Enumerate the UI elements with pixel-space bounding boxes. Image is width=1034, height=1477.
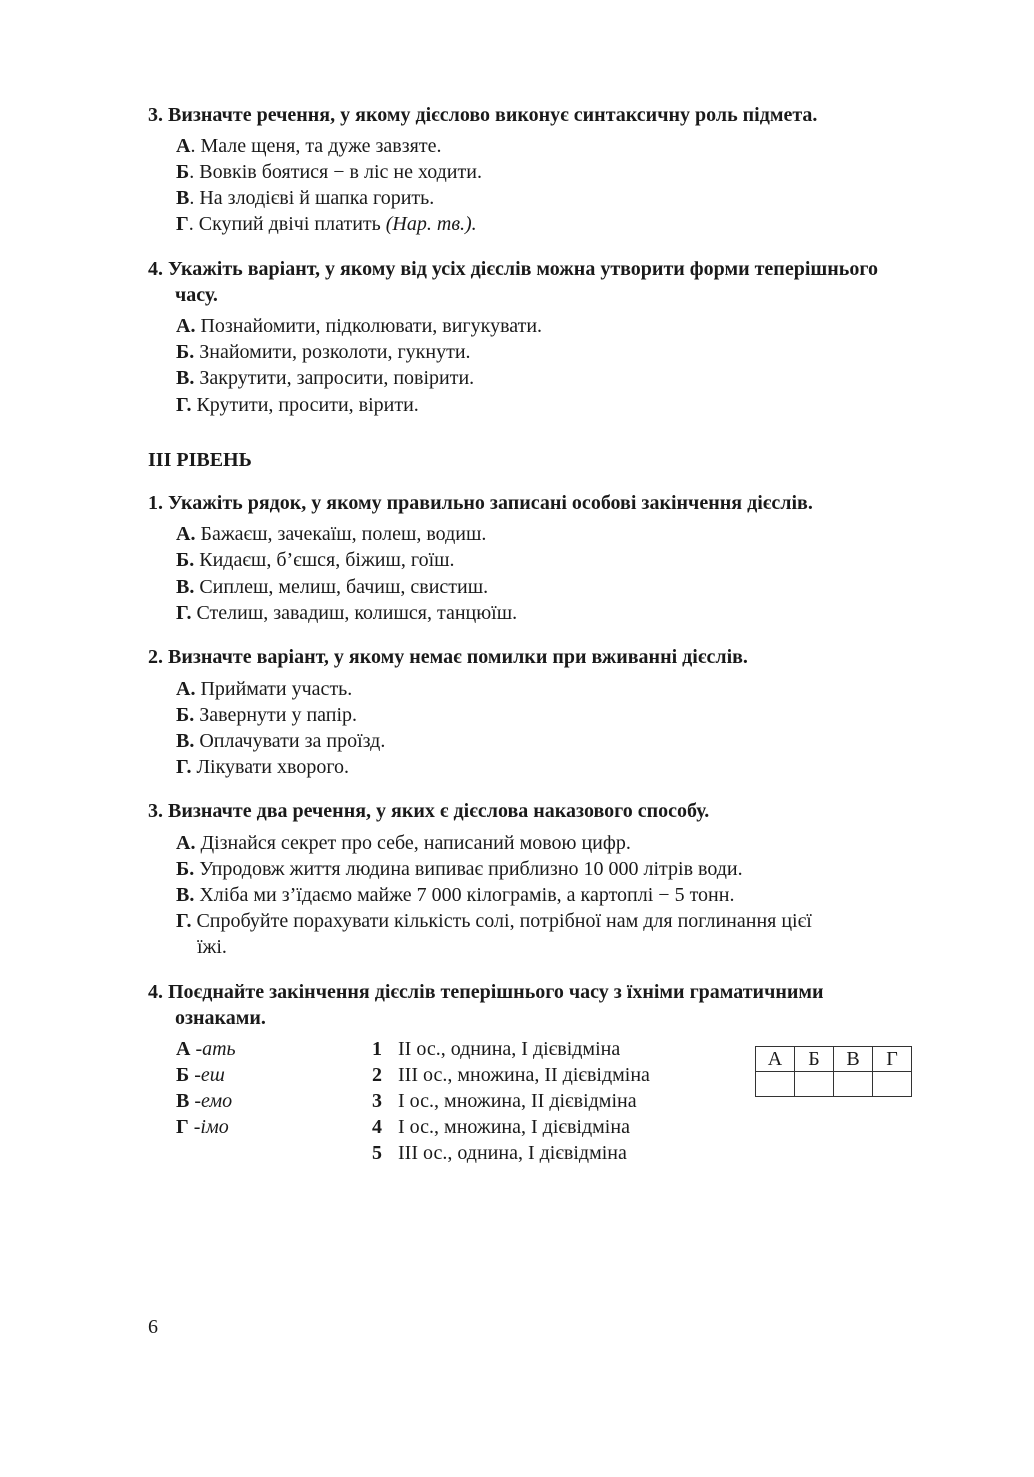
match-ending: А -ать (176, 1038, 236, 1060)
answer-option: А. Познайомити, підколювати, вигукувати. (176, 315, 543, 337)
answer-option: Г. Крутити, просити, вірити. (176, 394, 419, 416)
page-number: 6 (148, 1316, 158, 1338)
match-ending: Г -імо (176, 1116, 229, 1138)
match-ending: В -емо (176, 1090, 233, 1112)
answer-cell[interactable] (873, 1072, 912, 1097)
match-feature: 5 III ос., однина, І дієвідміна (372, 1142, 627, 1164)
match-feature: 2 III ос., множина, II дієвідміна (372, 1064, 650, 1086)
answer-option: В. Хліба ми з’їдаємо майже 7 000 кілограмів, а картоплі − 5 тонн. (176, 884, 735, 906)
section-heading: ІІІ РІВЕНЬ (148, 449, 252, 471)
match-feature: 4 I ос., множина, І дієвідміна (372, 1116, 630, 1138)
question-text: 4. Поєднайте закінчення дієслів теперішнього часу з їхніми граматичними ознаками. (148, 981, 824, 1029)
answer-grid-header: Б (795, 1047, 834, 1072)
answer-grid (755, 1046, 912, 1097)
answer-option: Б. Вовків боятися − в ліс не ходити. (176, 161, 482, 183)
answer-option: А. Дізнайся секрет про себе, написаний мовою цифр. (176, 832, 631, 854)
answer-grid-header: В (834, 1047, 873, 1072)
answer-option: В. Закрутити, запросити, повірити. (176, 367, 475, 389)
question-text: 1. Укажіть рядок, у якому правильно записані особові закінчення дієслів. (148, 492, 813, 514)
match-ending: Б -еш (176, 1064, 225, 1086)
answer-option: Б. Упродовж життя людина випиває приблизно 10 000 літрів води. (176, 858, 743, 880)
answer-option: В. Оплачувати за проїзд. (176, 730, 386, 752)
match-feature: 1 II ос., однина, І дієвідміна (372, 1038, 621, 1060)
match-feature: 3 I ос., множина, II дієвідміна (372, 1090, 637, 1112)
answer-option: Г. Спробуйте порахувати кількість солі, потрібної нам для поглинання цієї їжі. (176, 910, 812, 958)
answer-option: Г. Стелиш, завадиш, колишся, танцюїш. (176, 602, 518, 624)
answer-grid-header: Г (873, 1047, 912, 1072)
answer-option: А. Приймати участь. (176, 678, 353, 700)
answer-cell[interactable] (756, 1072, 795, 1097)
question-text: 2. Визначте варіант, у якому немає помилки при вживанні дієслів. (148, 646, 748, 668)
question-text: 3. Визначте речення, у якому дієслово виконує синтаксичну роль підмета. (148, 104, 818, 126)
answer-option: В. Сиплеш, мелиш, бачиш, свистиш. (176, 576, 489, 598)
answer-option: Б. Знайомити, розколоти, гукнути. (176, 341, 471, 363)
answer-grid-header: А (756, 1047, 795, 1072)
answer-option: Г. Скупий двічі платить (Нар. тв.). (176, 213, 477, 235)
answer-cell[interactable] (795, 1072, 834, 1097)
answer-option: А. Бажаєш, зачекаїш, полеш, водиш. (176, 523, 487, 545)
answer-option: Г. Лікувати хворого. (176, 756, 350, 778)
question-text: 4. Укажіть варіант, у якому від усіх дієслів можна утворити форми теперішнього часу. (148, 258, 878, 306)
answer-option: Б. Завернути у папір. (176, 704, 358, 726)
question-text: 3. Визначте два речення, у яких є дієслова наказового способу. (148, 800, 710, 822)
answer-cell[interactable] (834, 1072, 873, 1097)
answer-option: Б. Кидаєш, б’єшся, біжиш, гоїш. (176, 549, 455, 571)
answer-option: А. Мале щеня, та дуже завзяте. (176, 135, 442, 157)
source-note: (Нар. тв.). (385, 213, 477, 235)
answer-option: В. На злодієві й шапка горить. (176, 187, 435, 209)
